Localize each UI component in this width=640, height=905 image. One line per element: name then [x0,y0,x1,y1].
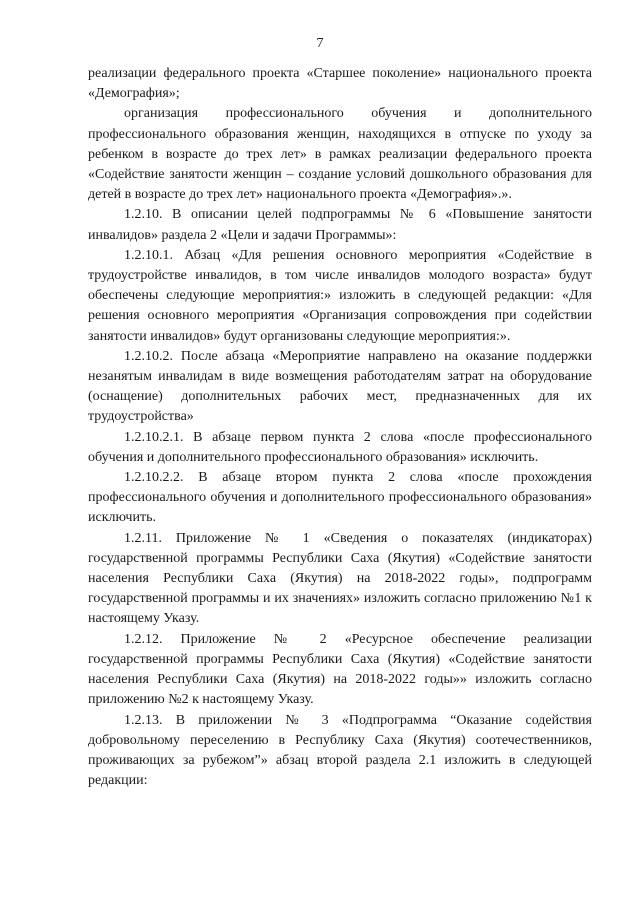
paragraph: организация профессионального обучения и дополнительного профессионального образования женщин, находящихся в отпуске по уходу за ребенком в возрасте до трех лет» в рамках реализации федерального проекта «Содействие занятости женщин – создание условий дошкольного образования для детей в возрасте до трех лет» национального проекта «Демография».». [88,106,592,203]
paragraph: 1.2.10. В описании целей подпрограммы № 6 «Повышение занятости инвалидов» раздела 2 «Цели и задачи Программы»: [88,207,592,243]
paragraph: 1.2.11. Приложение № 1 «Сведения о показателях (индикаторах) государственной программы Республики Саха (Якутия) «Содействие занятости населения Республики Саха (Якутия) на 2018-2022 годы», подпрограмм государственной программы и их значениях» изложить согласно приложению №1 к настоящему Указу. [88,530,592,627]
paragraph: 1.2.10.2. После абзаца «Мероприятие направлено на оказание поддержки незанятым инвалидам в виде возмещения работодателям затрат на оборудование (оснащение) дополнительных рабочих мест, предназначенных для их трудоустройства» [88,348,592,425]
paragraph: 1.2.12. Приложение № 2 «Ресурсное обеспечение реализации государственной программы Республики Саха (Якутия) «Содействие занятости населения Республики Саха (Якутия) на 2018-2022 годы»» изложить согласно приложению №2 к настоящему Указу. [88,631,592,708]
paragraph: 1.2.13. В приложении № 3 «Подпрограмма “Оказание содействия добровольному переселению в Республику Саха (Якутия) соотечественников, проживающих за рубежом”» абзац второй раздела 2.1 изложить в следующей редакции: [88,712,592,789]
paragraph: 1.2.10.1. Абзац «Для решения основного мероприятия «Содействие в трудоустройстве инвалидов, в том числе инвалидов молодого возраста» будут обеспечены следующие мероприятия:» изложить в следующей редакции: «Для решения основного мероприятия «Организация сопровождения при содействии занятости инвалидов» будут организованы следующие мероприятия:». [88,247,592,344]
page-number: 7 [316,36,324,51]
document-body [88,64,592,791]
paragraph: 1.2.10.2.1. В абзаце первом пункта 2 слова «после профессионального обучения и дополнительного профессионального образования» исключить. [88,429,592,465]
paragraph: 1.2.10.2.2. В абзаце втором пункта 2 слова «после прохождения профессионального обучения и дополнительного профессионального образования» исключить. [88,470,592,526]
paragraph: реализации федерального проекта «Старшее поколение» национального проекта «Демография»; [88,66,592,102]
